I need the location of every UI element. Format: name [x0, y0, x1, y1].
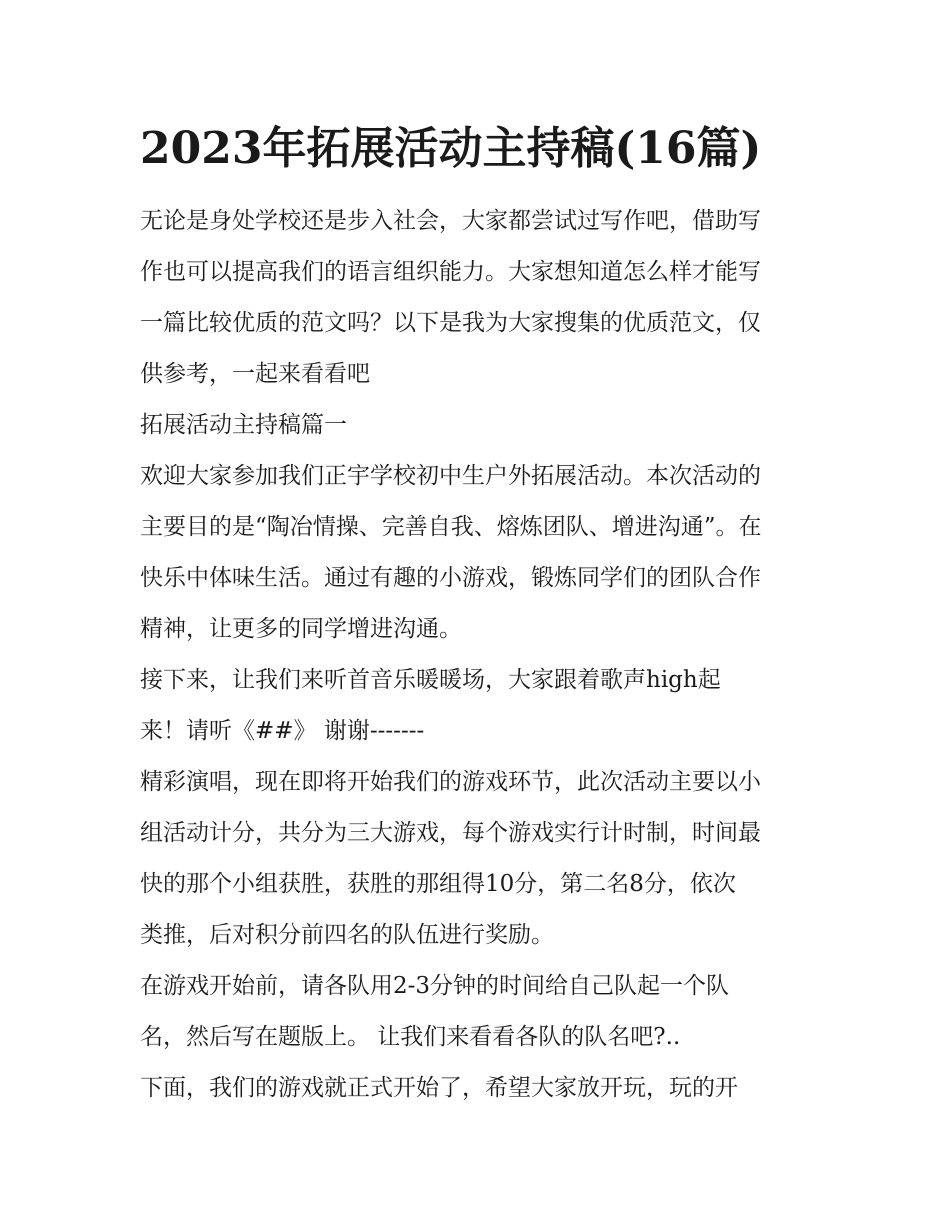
text-line: 类推，后对积分前四名的队伍进行奖励。 [140, 922, 554, 948]
section-heading: 拓展活动主持稿篇一 [140, 412, 347, 438]
text-line: 欢迎大家参加我们正宇学校初中生户外拓展活动。本次活动的 [140, 463, 761, 489]
text-line: 快的那个小组获胜，获胜的那组得10分，第二名8分，依次 [140, 871, 736, 897]
text-line: 精彩演唱，现在即将开始我们的游戏环节，此次活动主要以小 [140, 769, 761, 795]
document-body [140, 196, 812, 1114]
text-line: 无论是身处学校还是步入社会，大家都尝试过写作吧，借助写 [140, 208, 761, 234]
text-line: 精神，让更多的同学增进沟通。 [140, 616, 462, 642]
text-line: 一篇比较优质的范文吗？以下是我为大家搜集的优质范文，仅 [140, 310, 761, 336]
text-line: 下面，我们的游戏就正式开始了，希望大家放开玩，玩的开 [140, 1075, 738, 1101]
text-line: 主要目的是“陶冶情操、完善自我、熔炼团队、增进沟通”。在 [140, 514, 762, 540]
text-line: 作也可以提高我们的语言组织能力。大家想知道怎么样才能写 [140, 259, 761, 285]
text-line: 来！请听《##》 谢谢------- [140, 718, 425, 744]
text-line: 组活动计分，共分为三大游戏，每个游戏实行计时制，时间最 [140, 820, 761, 846]
text-line: 接下来，让我们来听首音乐暖暖场，大家跟着歌声high起 [140, 667, 721, 693]
document-title: 2023年拓展活动主持稿(16篇) [140, 123, 762, 174]
text-line: 在游戏开始前，请各队用2-3分钟的时间给自己队起一个队 [140, 973, 730, 999]
text-line: 供参考，一起来看看吧 [140, 361, 370, 387]
text-line: 名，然后写在题版上。 让我们来看看各队的队名吧?.. [140, 1024, 681, 1050]
text-line: 快乐中体味生活。通过有趣的小游戏，锻炼同学们的团队合作 [140, 565, 761, 591]
